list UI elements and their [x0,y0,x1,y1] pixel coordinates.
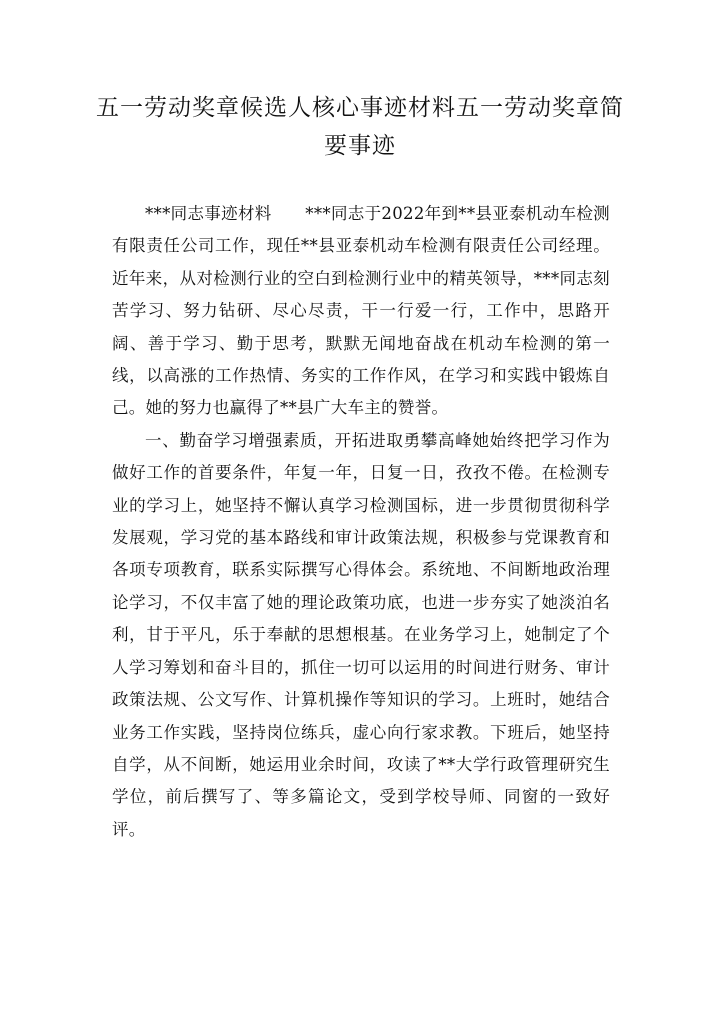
document-title-line-1: 五一劳动奖章候选人核心事迹材料五一劳动奖章简 [96,95,624,121]
paragraph-study: 一、勤奋学习增强素质，开拓进取勇攀高峰她始终把学习作为做好工作的首要条件，年复一年，日复一日，孜孜不倦。在检测专业的学习上，她坚持不懈认真学习检测国标，进一步贯彻贯彻科学发展观，学习党的基本路线和审计政策法规，积极参与党课教育和各项专项教育，联系实际撰写心得体会。系统地、不间断地政治理论学习，不仅丰富了她的理论政策功底，也进一步夯实了她淡泊名利，甘于平凡，乐于奉献的思想根基。在业务学习上，她制定了个人学习筹划和奋斗目的，抓住一切可以运用的时间进行财务、审计政策法规、公文写作、计算机操作等知识的学习。上班时，她结合业务工作实践，坚持岗位练兵，虚心向行家求教。下班后，她坚持自学，从不间断，她运用业余时间，攻读了**大学行政管理研究生学位，前后撰写了、等多篇论文，受到学校导师、同窗的一致好评。 [112,430,610,839]
document-title-line-2: 要事迹 [324,133,396,159]
document-body [112,198,610,846]
paragraph-intro: ***同志事迹材料 ***同志于2022年到**县亚泰机动车检测有限责任公司工作，现任**县亚泰机动车检测有限责任公司经理。近年来，从对检测行业的空白到检测行业中的精英领导，***同志刻苦学习、努力钻研、尽心尽责，干一行爱一行，工作中，思路开阔、善于学习、勤于思考，默默无闻地奋战在机动车检测的第一线，以高涨的工作热情、务实的工作作风，在学习和实践中锻炼自己。她的努力也赢得了**县广大车主的赞誉。 [112,204,610,418]
